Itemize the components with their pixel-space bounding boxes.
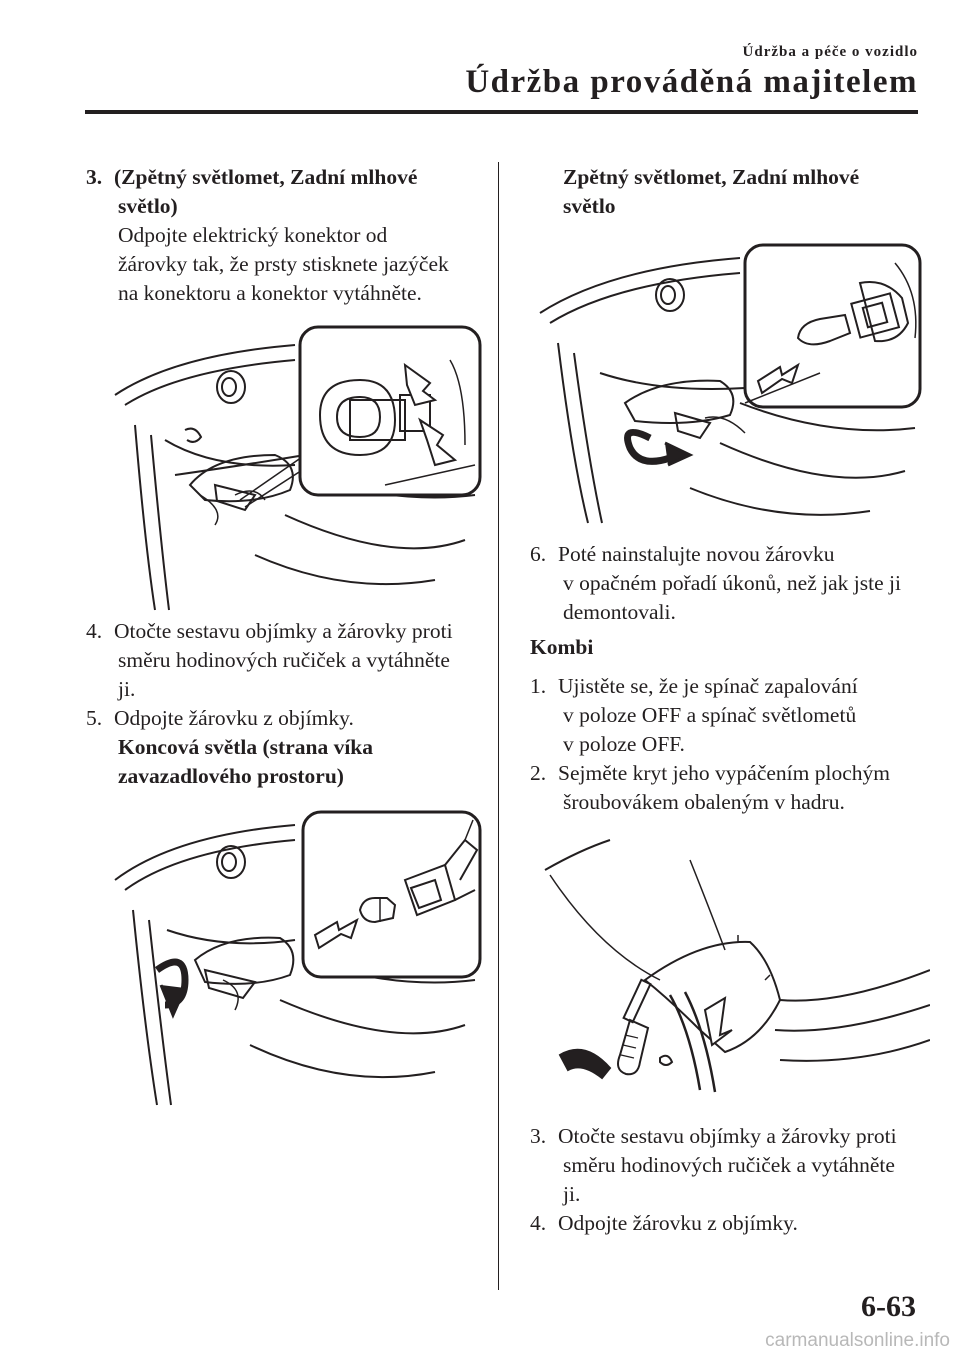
figure-reverse-lamp-bulb <box>530 243 925 528</box>
step-6-text: Poté nainstalujte novou žárovku <box>558 542 835 566</box>
page-number: 6-63 <box>861 1290 916 1323</box>
step-4-number: 4. <box>86 619 103 643</box>
step-6-number: 6. <box>530 542 547 566</box>
step-3-body-line3: na konektoru a konektor vytáhněte. <box>118 281 422 305</box>
step-5-text: Odpojte žárovku z objímky. <box>114 706 354 730</box>
kombi-step-2-line1 <box>530 759 890 789</box>
kombi-step-1-line2: v poloze OFF a spínač světlometů <box>563 703 857 727</box>
step-3-title-line2: světlo) <box>118 194 178 218</box>
step-5-subtitle-line2: zavazadlového prostoru) <box>118 764 344 788</box>
step-4-text: Otočte sestavu objímky a žárovky proti <box>114 619 453 643</box>
step-6-line3: demontovali. <box>563 600 676 624</box>
step-4-line1 <box>86 617 453 647</box>
kombi-step-3-line3: ji. <box>563 1182 581 1206</box>
kombi-step-1-line3: v poloze OFF. <box>563 732 685 756</box>
kombi-heading: Kombi <box>530 635 594 659</box>
step-3-number: 3. <box>86 165 103 189</box>
kombi-step-3-text: Otočte sestavu objímky a žárovky proti <box>558 1124 897 1148</box>
step-5-number: 5. <box>86 706 103 730</box>
kombi-step-4-text: Odpojte žárovku z objímky. <box>558 1211 798 1235</box>
step-3-body-line1: Odpojte elektrický konektor od <box>118 223 388 247</box>
kombi-step-2-text: Sejměte kryt jeho vypáčením plochým <box>558 761 890 785</box>
figure-cover-removal-screwdriver <box>540 830 930 1100</box>
step-6-line1 <box>530 540 834 570</box>
kombi-step-4-line1 <box>530 1209 798 1239</box>
page-title: Údržba prováděná majitelem <box>465 64 918 100</box>
kombi-step-4-number: 4. <box>530 1211 547 1235</box>
figure-reverse-lamp-connector <box>105 325 485 615</box>
step-5-line1 <box>86 704 354 734</box>
step-3-title <box>86 163 417 193</box>
column-divider <box>498 162 499 1290</box>
kombi-step-3-number: 3. <box>530 1124 547 1148</box>
kombi-step-1-number: 1. <box>530 674 547 698</box>
kombi-step-3-line2: směru hodinových ručiček a vytáhněte <box>563 1153 895 1177</box>
header-rule <box>85 110 918 114</box>
step-3-title-line1: (Zpětný světlomet, Zadní mlhové <box>114 165 418 189</box>
kombi-step-1-text: Ujistěte se, že je spínač zapalování <box>558 674 858 698</box>
kombi-step-2-number: 2. <box>530 761 547 785</box>
section-title: Údržba a péče o vozidlo <box>742 44 918 60</box>
kombi-step-2-line2: šroubovákem obaleným v hadru. <box>563 790 845 814</box>
kombi-step-3-line1 <box>530 1122 897 1152</box>
step-4-line3: ji. <box>118 677 136 701</box>
step-6-line2: v opačném pořadí úkonů, než jak jste ji <box>563 571 901 595</box>
step-5-subtitle-line1: Koncová světla (strana víka <box>118 735 374 759</box>
kombi-step-1-line1 <box>530 672 858 702</box>
right-subtitle-line2: světlo <box>563 194 616 218</box>
watermark: carmanualsonline.info <box>765 1330 950 1351</box>
step-3-body-line2: žárovky tak, že prsty stisknete jazýček <box>118 252 449 276</box>
step-4-line2: směru hodinových ručiček a vytáhněte <box>118 648 450 672</box>
right-subtitle-line1: Zpětný světlomet, Zadní mlhové <box>563 165 860 189</box>
figure-tail-lamp-bulb <box>105 810 485 1110</box>
